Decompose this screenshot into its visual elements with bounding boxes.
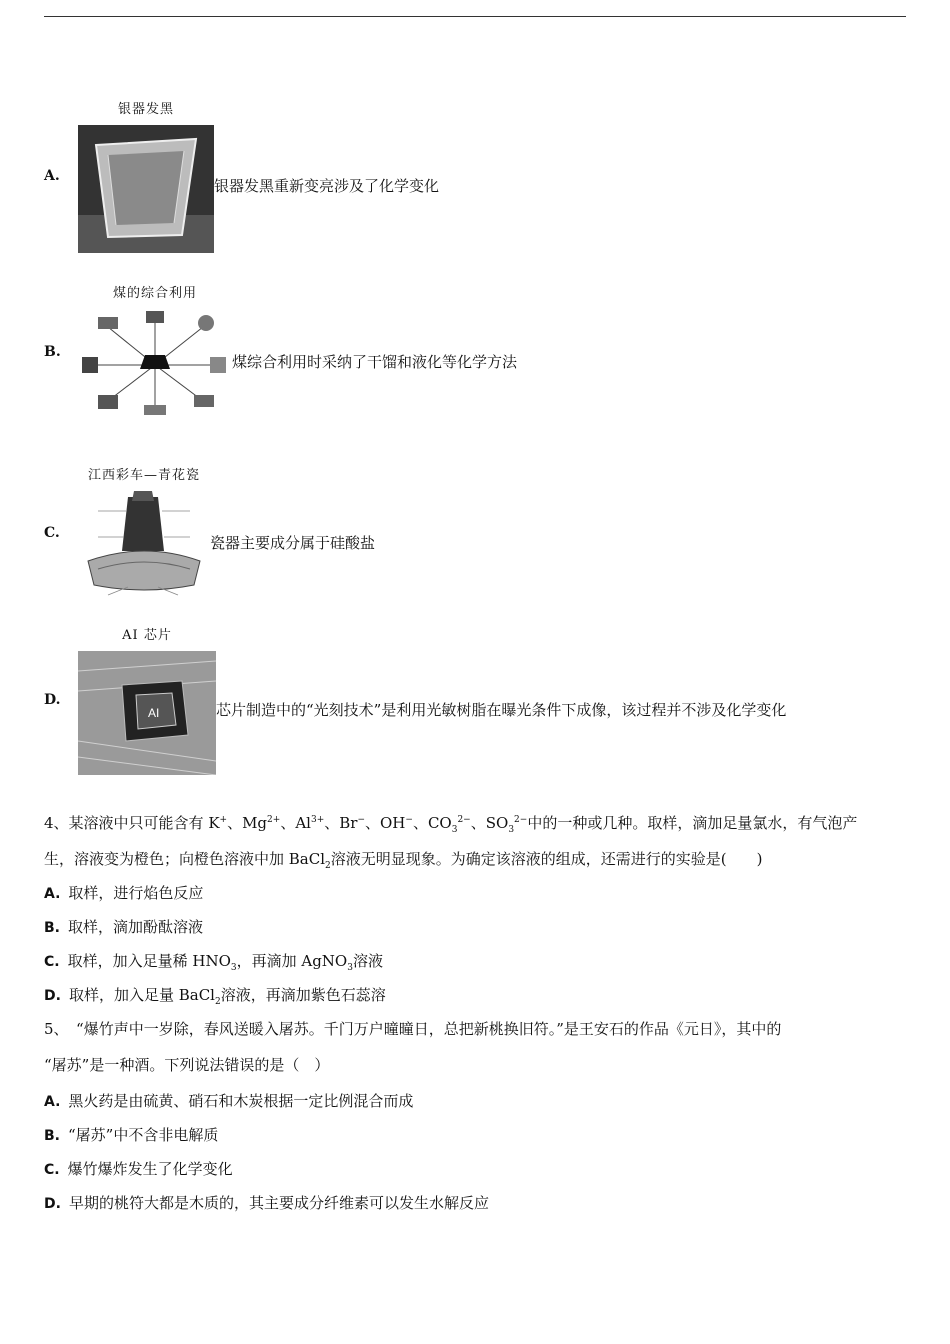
- q4-stem-line1: 4、某溶液中只可能含有 K+、$Mg^{2+}$、$Al^{3+}$、Br−、OH−、$CO_3^{2-}$、$SO_3^{2-}$中的一种或几种。取样，滴加足量氯水，有气泡产: [44, 814, 858, 835]
- q4-choice-c[interactable]: C. 取样，加入足量稀 $HNO_3$，再滴加 AgNO$_3$溶液: [44, 952, 383, 973]
- q5-choice-b[interactable]: B. “屠苏”中不含非电解质: [44, 1126, 219, 1144]
- figure-caption: AI 芯片: [122, 628, 172, 643]
- figure-caption: 江西彩车—青花瓷: [87, 468, 200, 483]
- q5-stem-line2: “屠苏”是一种酒。下列说法错误的是（ ）: [44, 1056, 330, 1074]
- q5-choice-a[interactable]: A. 黑火药是由硫黄、硝石和木炭根据一定比例混合而成: [44, 1092, 414, 1110]
- q4-choice-b[interactable]: B. 取样，滴加酚酞溶液: [44, 918, 204, 936]
- coal-diagram-icon: [78, 309, 232, 421]
- option-text: 煤综合利用时采纳了干馏和液化等化学方法: [232, 353, 518, 371]
- option-a-row: [44, 98, 439, 253]
- figure-caption: 煤的综合利用: [112, 286, 197, 301]
- option-letter: A.: [44, 167, 60, 184]
- option-c-row: [44, 464, 375, 601]
- silver-box-photo-icon: [78, 125, 214, 253]
- option-b-row: [44, 282, 517, 421]
- option-text: 银器发黑重新变亮涉及了化学变化: [214, 177, 440, 195]
- q5-choice-d[interactable]: D. 早期的桃符大都是木质的，其主要成分纤维素可以发生水解反应: [44, 1194, 489, 1212]
- q4-choice-a[interactable]: A. 取样，进行焰色反应: [44, 884, 204, 902]
- figure-caption: 银器发黑: [117, 102, 174, 117]
- option-d-row: [44, 624, 786, 775]
- chip-label: AI: [148, 706, 160, 720]
- option-letter: C.: [44, 524, 60, 541]
- q4-stem-line2: 生，溶液变为橙色；向橙色溶液中加 BaCl$_2$溶液无明显现象。为确定该溶液的组成，还需进行的实验是( ): [44, 850, 763, 871]
- figure-d: [78, 624, 216, 775]
- parade-float-icon: [78, 491, 210, 601]
- q5-stem-line1: 5、 “爆竹声中一岁除，春风送暖入屠苏。千门万户曈曈日，总把新桃换旧符。”是王安石的作品《元日》，其中的: [44, 1020, 782, 1038]
- ai-chip-icon: [78, 651, 216, 775]
- figure-b: [78, 282, 232, 421]
- header-rule: [44, 16, 906, 17]
- figure-c: [78, 464, 210, 601]
- q4-choice-d[interactable]: D. 取样，加入足量 BaCl$_2$溶液，再滴加紫色石蕊溶: [44, 986, 386, 1007]
- option-letter: B.: [44, 343, 61, 360]
- option-letter: D.: [44, 691, 61, 708]
- q5-choice-c[interactable]: C. 爆竹爆炸发生了化学变化: [44, 1160, 233, 1178]
- option-text: 芯片制造中的“光刻技术”是利用光敏树脂在曝光条件下成像，该过程并不涉及化学变化: [216, 701, 787, 719]
- figure-a: [78, 98, 214, 253]
- option-text: 瓷器主要成分属于硅酸盐: [210, 534, 376, 552]
